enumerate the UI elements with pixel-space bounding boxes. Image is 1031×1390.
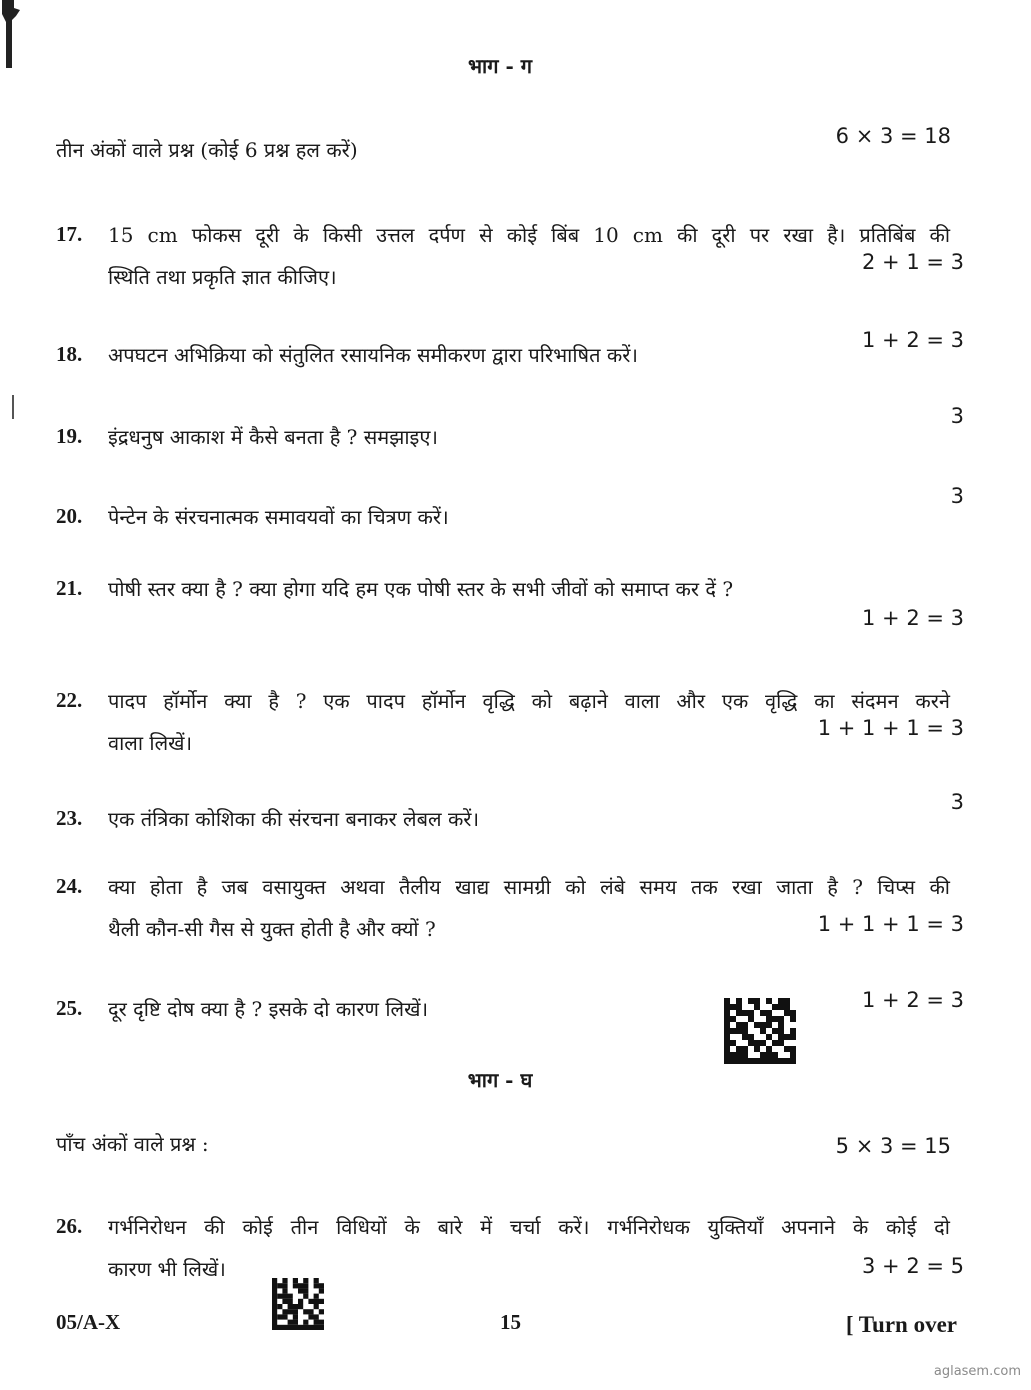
question-number: 20.	[56, 504, 83, 528]
question-17	[56, 214, 964, 304]
question-line-2: स्थिति तथा प्रकृति ज्ञात कीजिए।	[108, 265, 337, 289]
question-26	[56, 1206, 964, 1296]
question-number: 21.	[56, 576, 83, 600]
question-marks: 1 + 2 = 3	[862, 988, 964, 1012]
paper-code: 05/A-X	[56, 1310, 121, 1334]
page-number: 15	[500, 1310, 521, 1334]
question-text	[108, 496, 950, 538]
question-marks: 1 + 1 + 1 = 3	[817, 716, 964, 740]
question-number: 17.	[56, 222, 83, 246]
section-d-title: भाग - घ	[467, 1068, 533, 1092]
question-number: 23.	[56, 806, 83, 830]
question-text	[108, 798, 950, 840]
question-text	[108, 568, 950, 610]
question-text	[108, 334, 950, 376]
question-number: 25.	[56, 996, 83, 1020]
question-line-1: अपघटन अभिक्रिया को संतुलित रसायनिक समीकरण द्वारा परिभाषित करें।	[108, 343, 638, 367]
question-marks: 3	[950, 484, 964, 508]
question-marks: 3	[950, 404, 964, 428]
question-19	[56, 404, 964, 456]
question-21	[56, 568, 964, 638]
section-c-heading: तीन अंकों वाले प्रश्न (कोई 6 प्रश्न हल करें)	[56, 138, 358, 162]
footer-data-matrix-code	[272, 1278, 324, 1330]
question-marks: 3	[950, 790, 964, 814]
section-c-title: भाग - ग	[468, 54, 532, 78]
section-d-marks: 5 × 3 = 15	[835, 1134, 951, 1158]
question-line-1: 15 cm फोकस दूरी के किसी उत्तल दर्पण से कोई बिंब 10 cm की दूरी पर रखा है। प्रतिबिंब की	[108, 223, 950, 247]
question-text	[108, 988, 950, 1030]
question-text	[108, 416, 950, 458]
question-marks: 1 + 2 = 3	[862, 606, 964, 630]
question-line-1: पेन्टेन के संरचनात्मक समावयवों का चित्रण करें।	[108, 505, 449, 529]
question-22	[56, 680, 964, 770]
question-number: 19.	[56, 424, 83, 448]
question-18	[56, 328, 964, 374]
question-text	[108, 1206, 950, 1290]
question-marks: 1 + 2 = 3	[862, 328, 964, 352]
section-d-heading: पाँच अंकों वाले प्रश्न :	[56, 1132, 209, 1156]
question-line-1: गर्भनिरोधन की कोई तीन विधियों के बारे में चर्चा करें। गर्भनिरोधक युक्तियाँ अपनाने के कोई दो	[108, 1215, 950, 1239]
question-number: 26.	[56, 1214, 83, 1238]
question-25	[56, 988, 964, 1028]
question-number: 18.	[56, 342, 83, 366]
turn-over-label: [ Turn over	[845, 1312, 957, 1337]
question-text	[108, 214, 950, 298]
question-marks: 1 + 1 + 1 = 3	[817, 912, 964, 936]
data-matrix-code	[724, 998, 796, 1064]
question-line-1: इंद्रधनुष आकाश में कैसे बनता है ? समझाइए।	[108, 425, 439, 449]
watermark: aglasem.com	[933, 1364, 1021, 1379]
question-text	[108, 866, 950, 950]
question-marks: 3 + 2 = 5	[862, 1254, 964, 1278]
question-number: 22.	[56, 688, 83, 712]
question-line-1: पादप हॉर्मोन क्या है ? एक पादप हॉर्मोन वृद्धि को बढ़ाने वाला और एक वृद्धि का संदमन करने	[108, 689, 950, 713]
question-line-2: वाला लिखें।	[108, 731, 193, 755]
question-marks: 2 + 1 = 3	[862, 250, 964, 274]
question-line-1: एक तंत्रिका कोशिका की संरचना बनाकर लेबल करें।	[108, 807, 480, 831]
question-line-1: पोषी स्तर क्या है ? क्या होगा यदि हम एक पोषी स्तर के सभी जीवों को समाप्त कर दें ?	[108, 577, 734, 601]
question-line-2: कारण भी लिखें।	[108, 1257, 226, 1281]
question-line-2: थैली कौन-सी गैस से युक्त होती है और क्यों ?	[108, 917, 436, 941]
scan-edge-line	[12, 395, 14, 419]
question-24	[56, 866, 964, 956]
question-23	[56, 790, 964, 838]
section-c-marks: 6 × 3 = 18	[835, 124, 951, 148]
question-line-1: दूर दृष्टि दोष क्या है ? इसके दो कारण लिखें।	[108, 997, 429, 1021]
question-number: 24.	[56, 874, 83, 898]
question-line-1: क्या होता है जब वसायुक्त अथवा तैलीय खाद्य सामग्री को लंबे समय तक रखा जाता है ? चिप्स की	[108, 875, 950, 899]
question-20	[56, 484, 964, 536]
